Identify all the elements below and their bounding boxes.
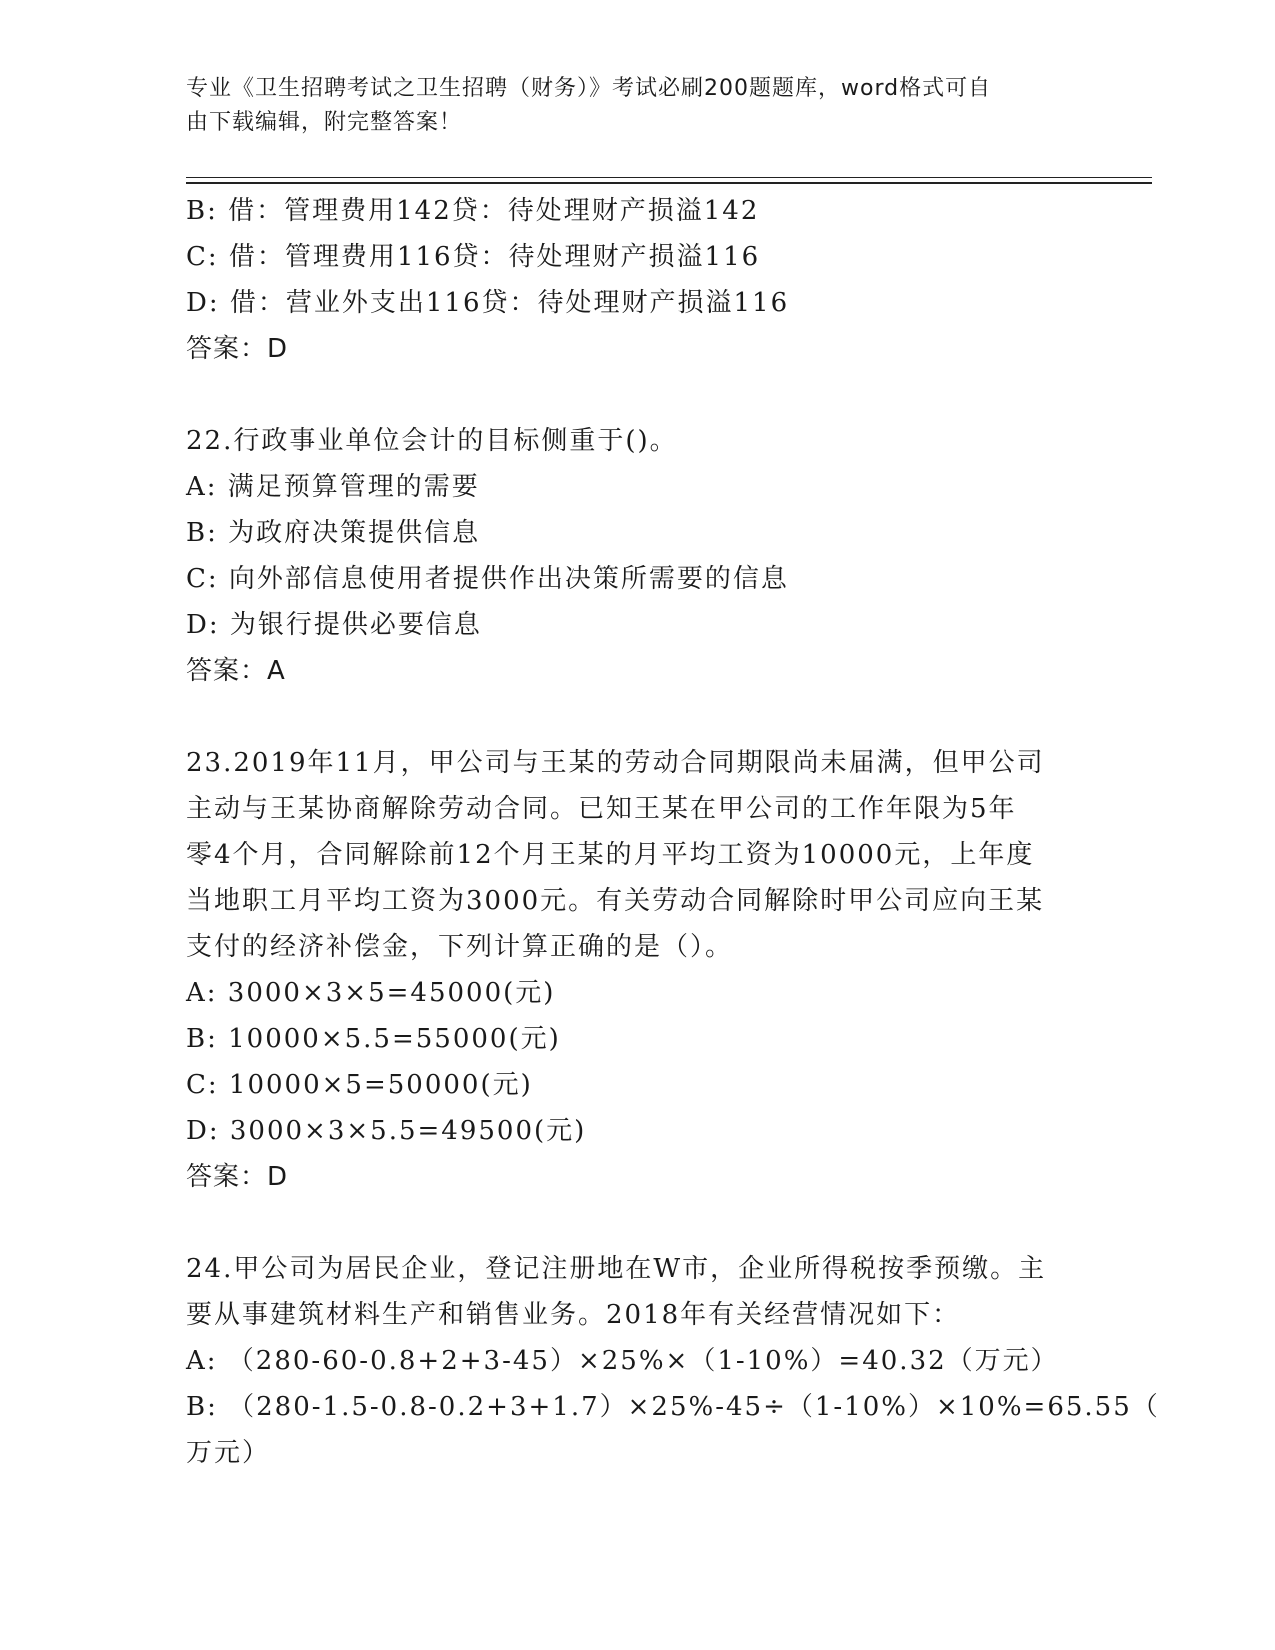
option-a: A: 满足预算管理的需要	[186, 472, 480, 502]
option-c: C: 向外部信息使用者提供作出决策所需要的信息	[186, 564, 789, 594]
header-divider-thick	[186, 182, 1152, 184]
option-d: D: 为银行提供必要信息	[186, 610, 482, 640]
answer: 答案：D	[186, 1162, 289, 1192]
option-b: B: 10000×5.5=55000(元)	[186, 1024, 561, 1054]
answer: 答案：A	[186, 656, 286, 686]
option-b: B: 借：管理费用142贷：待处理财产损溢142	[186, 196, 760, 226]
question-stem-line: 支付的经济补偿金，下列计算正确的是（）。	[186, 932, 734, 962]
question-21	[186, 188, 1086, 372]
answer: 答案：D	[186, 334, 289, 364]
document-body	[186, 188, 1160, 1476]
question-stem-line: 当地职工月平均工资为3000元。有关劳动合同解除时甲公司应向王某	[186, 886, 1045, 916]
question-stem-line: 24.甲公司为居民企业，登记注册地在W市，企业所得税按季预缴。主	[186, 1254, 1047, 1284]
question-24	[186, 1246, 1160, 1476]
header-line-1: 专业《卫生招聘考试之卫生招聘（财务）》考试必刷200题题库，word格式可自	[186, 76, 992, 101]
question-23	[186, 740, 1086, 1200]
header-divider-thin	[186, 177, 1152, 178]
option-b: B: 为政府决策提供信息	[186, 518, 481, 548]
option-d: D: 借：营业外支出116贷：待处理财产损溢116	[186, 288, 790, 318]
option-a: A: （280-60-0.8+2+3-45）×25%×（1-10%）=40.32（万元）	[186, 1346, 1059, 1376]
option-b-continued: 万元）	[186, 1438, 271, 1468]
question-stem-line: 23.2019年11月，甲公司与王某的劳动合同期限尚未届满，但甲公司	[186, 748, 1045, 778]
option-a: A: 3000×3×5=45000(元)	[186, 978, 556, 1008]
option-b: B: （280-1.5-0.8-0.2+3+1.7）×25%-45÷（1-10%）×10%=65.55（	[186, 1392, 1160, 1422]
question-22	[186, 418, 1086, 694]
option-d: D: 3000×3×5.5=49500(元)	[186, 1116, 587, 1146]
option-c: C: 借：管理费用116贷：待处理财产损溢116	[186, 242, 761, 272]
question-stem: 22.行政事业单位会计的目标侧重于()。	[186, 426, 678, 456]
header-line-2: 由下载编辑，附完整答案！	[186, 110, 463, 135]
question-stem-line: 主动与王某协商解除劳动合同。已知王某在甲公司的工作年限为5年	[186, 794, 1017, 824]
document-header	[186, 72, 1086, 140]
option-c: C: 10000×5=50000(元)	[186, 1070, 533, 1100]
question-stem-line: 要从事建筑材料生产和销售业务。2018年有关经营情况如下：	[186, 1300, 961, 1330]
question-stem-line: 零4个月，合同解除前12个月王某的月平均工资为10000元，上年度	[186, 840, 1035, 870]
